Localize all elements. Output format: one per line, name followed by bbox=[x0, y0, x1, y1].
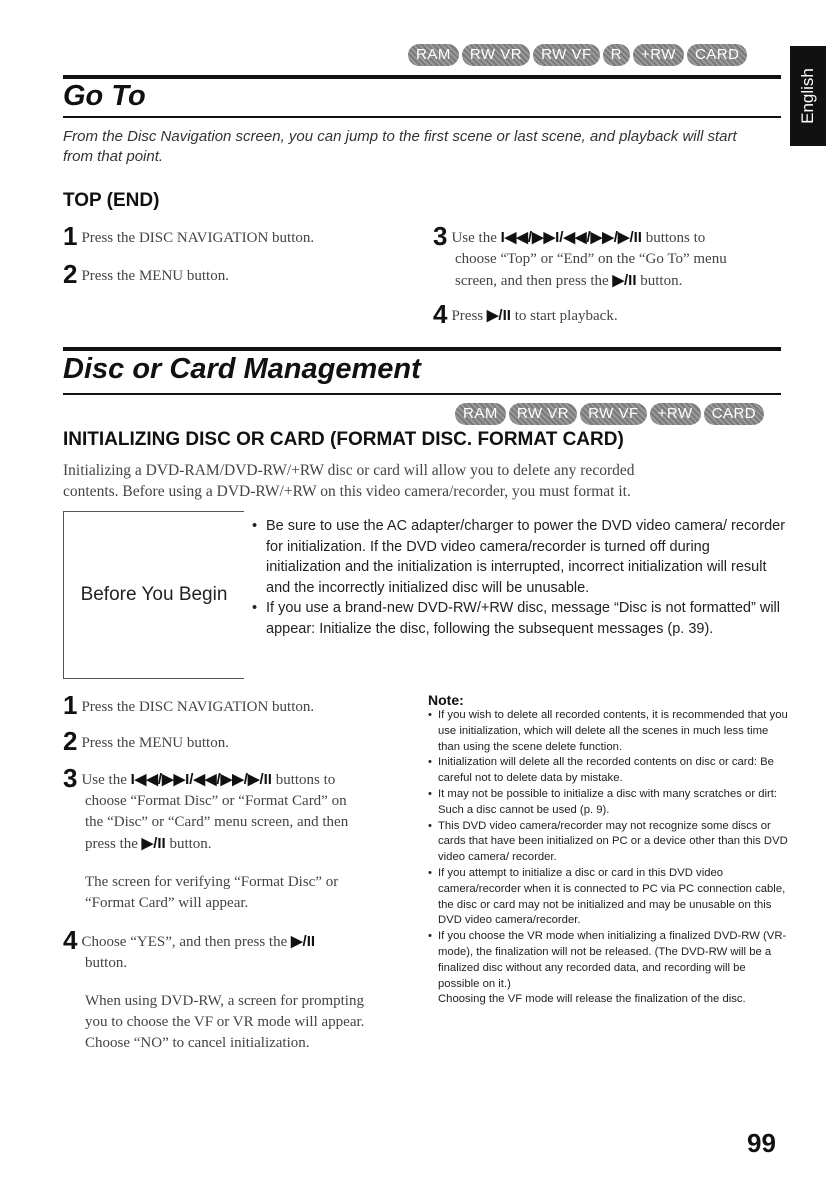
before-you-begin-list bbox=[248, 516, 788, 639]
badge-ram: RAM bbox=[408, 44, 459, 66]
badge-rw-vr: RW VR bbox=[509, 403, 577, 425]
list-item: • If you use a brand-new DVD-RW/+RW disc, message “Disc is not formatted” will appear: Initialize the disc, following the subsequent messages (p. 39). bbox=[248, 598, 788, 639]
badge-card: CARD bbox=[687, 44, 748, 66]
disc-subheading: INITIALIZING DISC OR CARD (FORMAT DISC. FORMAT CARD) bbox=[63, 429, 624, 450]
goto-title-rule bbox=[63, 116, 781, 118]
disc-step-4: 4 Choose “YES”, and then press the ▶/II button. When using DVD-RW, a screen for prompting you to choose the VF or VR mode will appear. Choose “NO” to cancel initialization. bbox=[63, 925, 365, 1051]
note-section bbox=[428, 692, 790, 1008]
badge-plus-rw: +RW bbox=[633, 44, 684, 66]
goto-subheading: TOP (END) bbox=[63, 190, 160, 211]
goto-intro: From the Disc Navigation screen, you can jump to the first scene or last scene, and playback will start from that point. bbox=[63, 128, 737, 165]
badge-r: R bbox=[603, 44, 630, 66]
note-list bbox=[428, 708, 790, 1008]
list-item: • It may not be possible to initialize a disc with many scratches or dirt: Such a disc cannot be used (p. 9). bbox=[428, 787, 790, 819]
list-item: • If you attempt to initialize a disc or card in this DVD video camera/recorder when it is connected to PC via PC connection cable, the disc or card may not be initialized and may be unusable on this DVD video camera/recorder. bbox=[428, 866, 790, 929]
play-pause-control: ▶/II bbox=[612, 272, 637, 289]
format-badges-top bbox=[408, 44, 747, 66]
list-item: • This DVD video camera/recorder may not recognize some discs or cards that have been initialized on PC or a device other than this DVD video camera/ recorder. bbox=[428, 819, 790, 866]
list-item: • Initialization will delete all the recorded contents on disc or card: Be careful not to delete data by mistake. bbox=[428, 755, 790, 787]
play-pause-control: ▶/II bbox=[291, 933, 316, 950]
disc-step-2: 2 Press the MENU button. bbox=[63, 726, 229, 756]
list-item: Choosing the VF mode will release the finalization of the disc. bbox=[438, 993, 746, 1006]
badge-card: CARD bbox=[704, 403, 765, 425]
disc-top-rule bbox=[63, 347, 781, 351]
language-tab: English bbox=[790, 46, 826, 146]
badge-ram: RAM bbox=[455, 403, 506, 425]
goto-title: Go To bbox=[63, 80, 146, 112]
disc-intro: Initializing a DVD-RAM/DVD-RW/+RW disc or card will allow you to delete any recorded contents. Before using a DVD-RW/+RW on this video camera/recorder, you must format it. bbox=[63, 462, 635, 500]
before-you-begin-box: Before You Begin bbox=[63, 511, 244, 679]
badge-rw-vf: RW VF bbox=[580, 403, 647, 425]
note-title: Note: bbox=[428, 692, 464, 708]
badge-rw-vf: RW VF bbox=[533, 44, 600, 66]
skip-search-play-controls: I◀◀/▶▶I/◀◀/▶▶/▶/II bbox=[130, 771, 272, 788]
play-pause-control: ▶/II bbox=[486, 307, 511, 324]
play-pause-control: ▶/II bbox=[141, 835, 166, 852]
format-badges-disc bbox=[455, 403, 764, 425]
list-item: • If you choose the VR mode when initializing a finalized DVD-RW (VR-mode), the finalization will not be released. (The DVD-RW will be a finalized disc without any recorded data, and recording will be possible on it.) bbox=[428, 929, 790, 992]
disc-title: Disc or Card Management bbox=[63, 353, 421, 385]
disc-step-1: 1 Press the DISC NAVIGATION button. bbox=[63, 690, 315, 720]
goto-step-1: 1 Press the DISC NAVIGATION button. bbox=[63, 221, 315, 251]
disc-title-rule bbox=[63, 393, 781, 395]
goto-step-3: 3 Use the I◀◀/▶▶I/◀◀/▶▶/▶/II buttons to choose “Top” or “End” on the “Go To” menu screen, and then press the ▶/II button. bbox=[433, 221, 727, 289]
page-number: 99 bbox=[747, 1128, 776, 1158]
badge-plus-rw: +RW bbox=[650, 403, 701, 425]
disc-step-3: 3 Use the I◀◀/▶▶I/◀◀/▶▶/▶/II buttons to choose “Format Disc” or “Format Card” on the “Disc” or “Card” menu screen, and then press the ▶/II button. The screen for verifying “Format Disc” or “Format Card” will appear. bbox=[63, 763, 349, 911]
list-item: • Be sure to use the AC adapter/charger to power the DVD video camera/ recorder for initialization. If the DVD video camera/recorder is turned off during initialization and the initialization is interrupted, incorrect initialization will result and the incorrectly initialized disc will be unusable. bbox=[248, 516, 788, 598]
goto-step-4: 4 Press ▶/II to start playback. bbox=[433, 299, 618, 329]
goto-step-2: 2 Press the MENU button. bbox=[63, 259, 229, 289]
goto-top-rule bbox=[63, 75, 781, 79]
list-item: • If you wish to delete all recorded contents, it is recommended that you use initialization, which will delete all the scenes in much less time than using the scene delete function. bbox=[428, 708, 790, 755]
skip-search-play-controls: I◀◀/▶▶I/◀◀/▶▶/▶/II bbox=[500, 229, 642, 246]
badge-rw-vr: RW VR bbox=[462, 44, 530, 66]
